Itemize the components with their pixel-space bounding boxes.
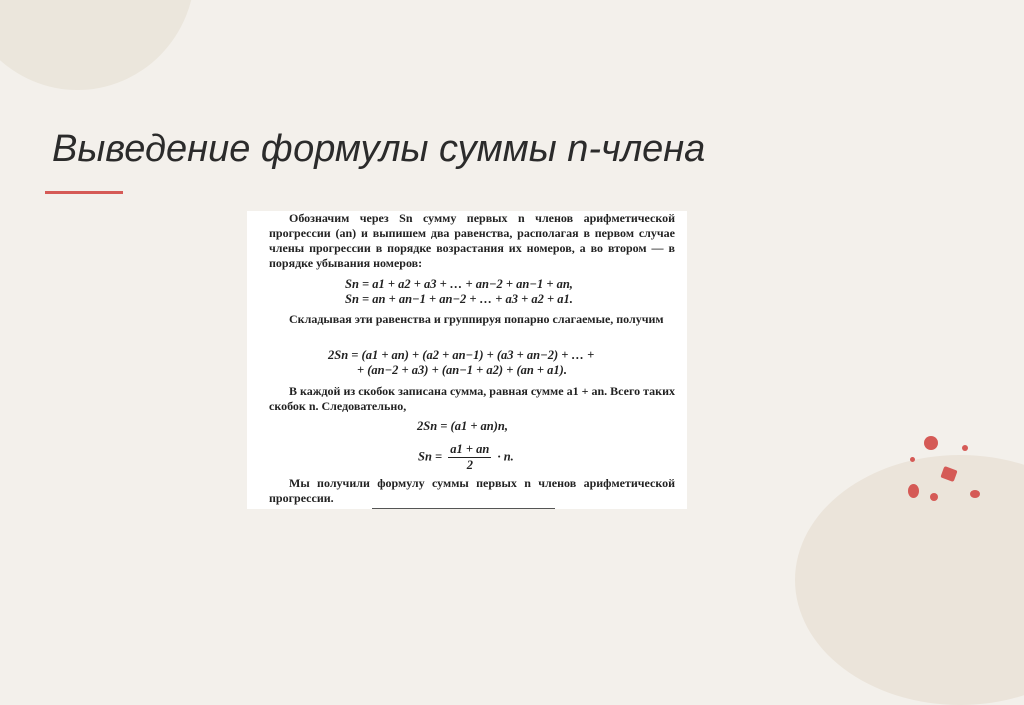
equation-3: 2Sn = (a1 + an) + (a2 + an−1) + (a3 + an−2) + … + — [328, 348, 595, 362]
equation-6-right: · n. — [497, 449, 514, 464]
scan-paragraph-1: Обозначим через Sn сумму первых n членов арифметической прогрессии (an) и выпишем два равенства, располагая в первом случае члены прогрессии в порядке возрастания их номеров, а во втором — в порядке убывания номеров: — [269, 211, 675, 270]
decorative-blob-top-left — [0, 0, 195, 90]
fraction-numerator: a1 + an — [450, 442, 490, 456]
scan-paragraph-4: Мы получили формулу суммы первых n членов арифметической прогрессии. — [269, 476, 675, 505]
decorative-dot — [962, 445, 968, 451]
decorative-dot — [910, 457, 915, 462]
title-underline — [45, 191, 123, 194]
scan-paragraph-2: Складывая эти равенства и группируя попарно слагаемые, получим — [289, 312, 664, 326]
equation-4: + (an−2 + a3) + (an−1 + a2) + (an + a1). — [357, 363, 567, 377]
slide-title: Выведение формулы суммы n-члена — [52, 128, 706, 170]
scan-cut-line — [372, 508, 555, 509]
decorative-dot — [970, 490, 980, 498]
equation-6-fraction — [448, 442, 491, 473]
equation-6 — [418, 442, 514, 473]
scan-paragraph-3: В каждой из скобок записана сумма, равная сумме a1 + an. Всего таких скобок n. Следовательно, — [269, 384, 675, 413]
equation-5: 2Sn = (a1 + an)n, — [417, 419, 509, 433]
decorative-dot — [930, 493, 938, 501]
decorative-dot — [908, 484, 919, 498]
textbook-scan — [247, 211, 687, 509]
equation-6-left: Sn = — [418, 449, 443, 464]
decorative-dot — [924, 436, 938, 450]
equation-2: Sn = an + an−1 + an−2 + … + a3 + a2 + a1. — [345, 292, 573, 306]
fraction-denominator: 2 — [466, 458, 473, 472]
equation-1: Sn = a1 + a2 + a3 + … + an−2 + an−1 + an, — [345, 277, 573, 291]
